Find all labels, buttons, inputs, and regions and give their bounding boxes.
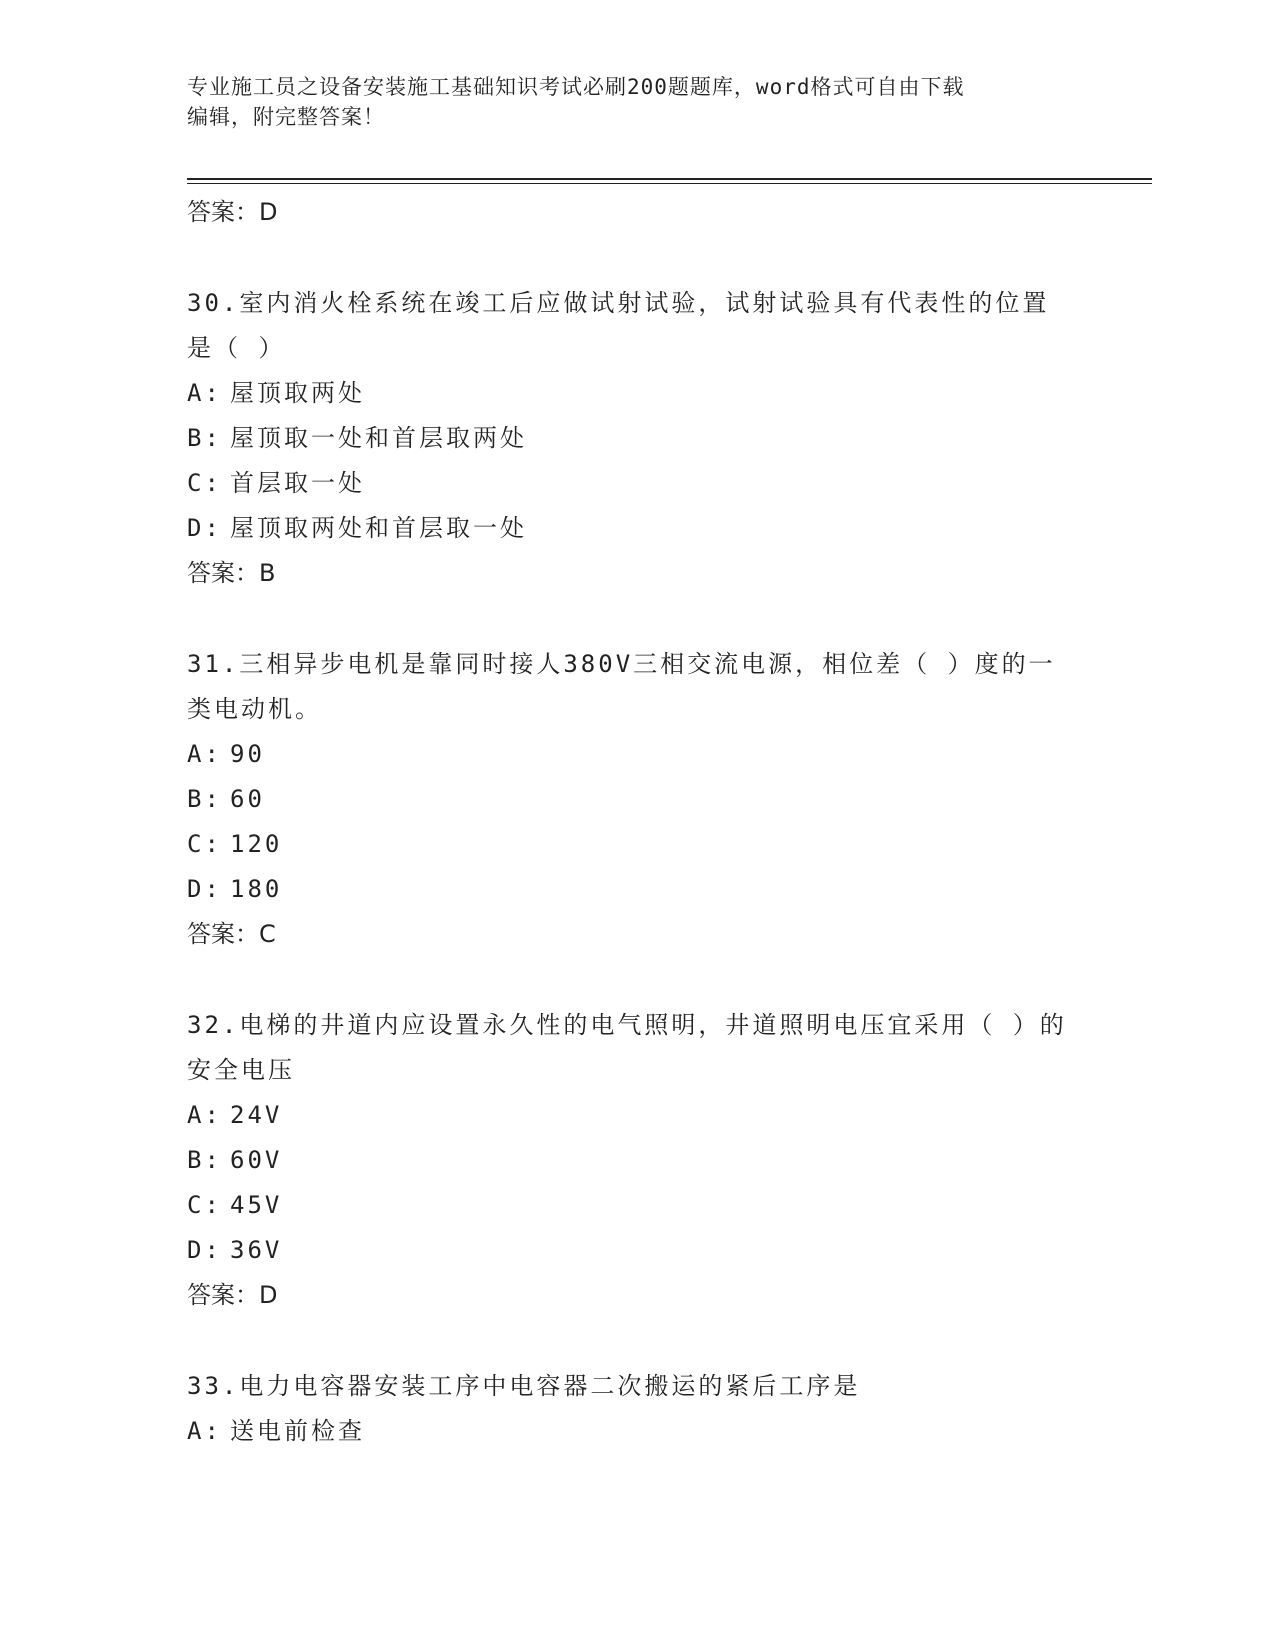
header-line-1: 专业施工员之设备安装施工基础知识考试必刷200题题库，word格式可自由下载 <box>187 75 965 99</box>
option-a <box>187 1409 1087 1454</box>
option-d <box>187 1228 1087 1273</box>
option-letter: B: <box>187 785 222 813</box>
option-letter: C: <box>187 830 222 858</box>
option-text: 36V <box>230 1236 283 1264</box>
option-text: 120 <box>230 830 283 858</box>
option-text: 屋顶取一处和首层取两处 <box>230 424 527 452</box>
option-text: 60V <box>230 1146 283 1174</box>
option-letter: B: <box>187 1146 222 1174</box>
option-text: 屋顶取两处和首层取一处 <box>230 514 527 542</box>
option-text: 90 <box>230 740 265 768</box>
question-31 <box>187 642 1087 957</box>
answer-line: 答案：B <box>187 559 276 587</box>
option-text: 屋顶取两处 <box>230 379 365 407</box>
document-body <box>187 190 1087 1454</box>
answer-line: 答案：D <box>187 1281 278 1309</box>
answer-line: 答案：D <box>187 198 278 226</box>
question-stem: 33.电力电容器安装工序中电容器二次搬运的紧后工序是 <box>187 1372 861 1400</box>
option-a <box>187 1093 1087 1138</box>
option-c <box>187 1183 1087 1228</box>
option-letter: C: <box>187 469 222 497</box>
option-letter: D: <box>187 1236 222 1264</box>
option-letter: B: <box>187 424 222 452</box>
answer-line: 答案：C <box>187 920 276 948</box>
option-c <box>187 822 1087 867</box>
option-d <box>187 506 1087 551</box>
header-divider-thin <box>187 183 1152 184</box>
question-30 <box>187 281 1087 596</box>
option-c <box>187 461 1087 506</box>
option-letter: A: <box>187 1417 222 1445</box>
question-33 <box>187 1364 1087 1454</box>
option-text: 60 <box>230 785 265 813</box>
option-b <box>187 777 1087 822</box>
option-text: 送电前检查 <box>230 1417 365 1445</box>
document-header <box>187 72 1077 132</box>
option-text: 首层取一处 <box>230 469 365 497</box>
option-b <box>187 1138 1087 1183</box>
option-text: 45V <box>230 1191 283 1219</box>
question-stem: 30.室内消火栓系统在竣工后应做试射试验，试射试验具有代表性的位置是（ ） <box>187 289 1050 362</box>
option-letter: D: <box>187 514 222 542</box>
option-text: 180 <box>230 875 283 903</box>
option-text: 24V <box>230 1101 283 1129</box>
question-stem: 31.三相异步电机是靠同时接人380V三相交流电源，相位差（ ）度的一类电动机。 <box>187 650 1056 723</box>
option-a <box>187 732 1087 777</box>
option-d <box>187 867 1087 912</box>
option-letter: C: <box>187 1191 222 1219</box>
option-letter: A: <box>187 379 222 407</box>
header-line-2: 编辑，附完整答案！ <box>187 105 385 129</box>
header-divider-thick <box>187 178 1152 180</box>
question-32 <box>187 1003 1087 1318</box>
option-letter: A: <box>187 1101 222 1129</box>
option-a <box>187 371 1087 416</box>
question-stem: 32.电梯的井道内应设置永久性的电气照明，井道照明电压宜采用（ ）的安全电压 <box>187 1011 1067 1084</box>
option-letter: D: <box>187 875 222 903</box>
option-letter: A: <box>187 740 222 768</box>
option-b <box>187 416 1087 461</box>
